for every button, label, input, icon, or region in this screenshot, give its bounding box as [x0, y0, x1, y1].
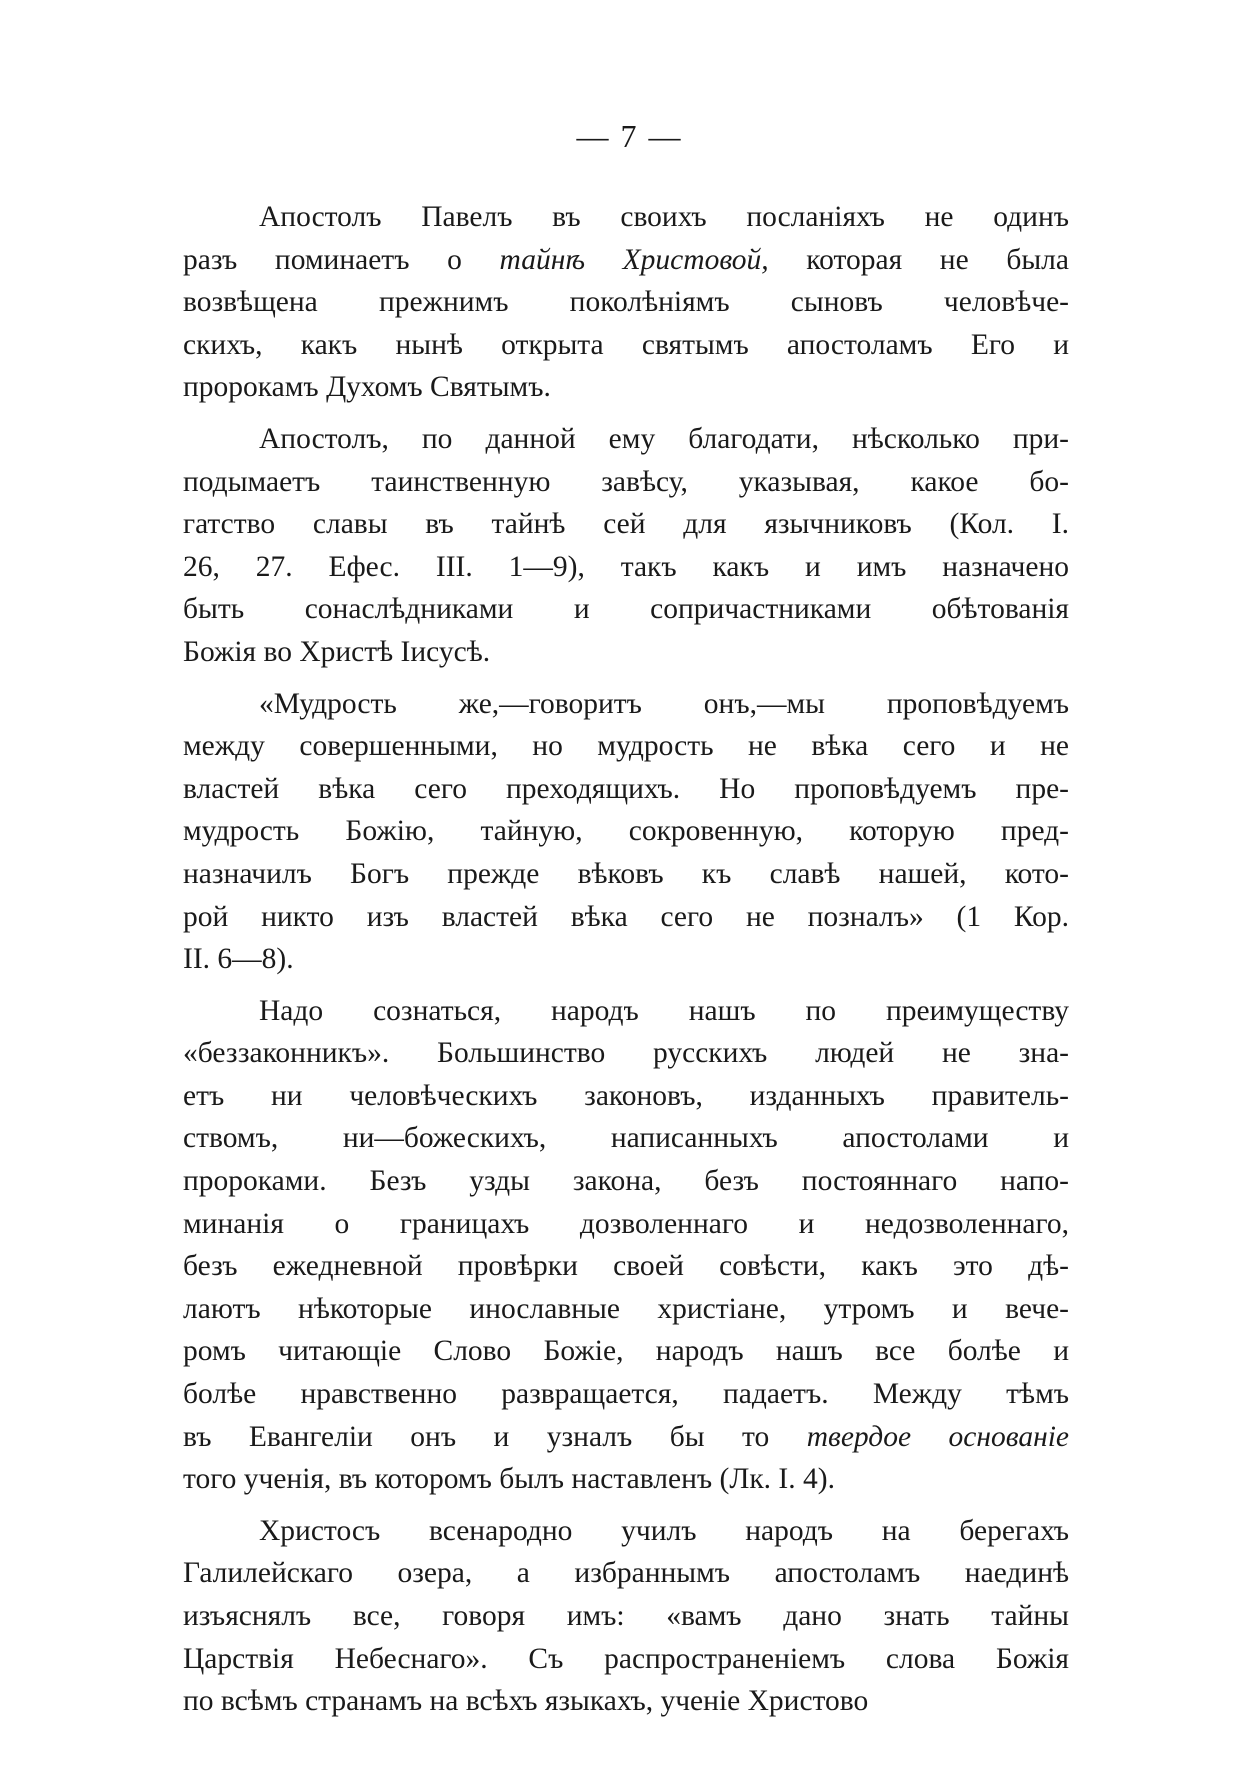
paragraph-gap — [183, 674, 1069, 683]
text-line: быть сонаслѣдниками и сопричастниками обѣтованія — [183, 593, 1069, 626]
text-line: скихъ, какъ нынѣ открыта святымъ апостоламъ Его и — [183, 328, 1069, 361]
text-line: ромъ читающіе Слово Божіе, народъ нашъ все болѣе и — [183, 1335, 1069, 1368]
text-line: изъяснялъ все, говоря имъ: «вамъ дано знать тайны — [183, 1600, 1069, 1632]
paragraph-gap — [183, 409, 1069, 418]
text-line: минанія о границахъ дозволеннаго и недозволеннаго, — [183, 1207, 1069, 1240]
text-line: безъ ежедневной провѣрки своей совѣсти, какъ это дѣ- — [183, 1250, 1069, 1283]
text-line — [183, 1416, 1069, 1459]
text-line: пророками. Безъ узды закона, безъ постояннаго напо- — [183, 1165, 1069, 1198]
text-line: «Мудрость же,—говоритъ онъ,—мы проповѣдуемъ — [259, 687, 1069, 720]
text-segment: которая не была — [768, 243, 1069, 276]
text-line: Апостолъ, по данной ему благодати, нѣсколько при- — [259, 422, 1069, 455]
text-line: рой никто изъ властей вѣка сего не позналъ» (1 Кор. — [183, 900, 1069, 933]
paragraph — [183, 1510, 1069, 1723]
text-line: гатство славы въ тайнѣ сей для язычниковъ (Кол. I. — [183, 508, 1069, 541]
text-line: Божія во Христѣ Іисусѣ. — [183, 635, 491, 668]
text-line: Галилейскаго озера, а избраннымъ апостоламъ наединѣ — [183, 1557, 1069, 1590]
paragraph — [183, 683, 1069, 981]
paragraph — [183, 418, 1069, 674]
text-line: «беззаконникъ». Большинство русскихъ людей не зна- — [183, 1037, 1069, 1070]
text-line: ствомъ, ни—божескихъ, написанныхъ апостолами и — [183, 1122, 1069, 1155]
text-line: II. 6—8). — [183, 943, 294, 976]
text-line: возвѣщена прежнимъ поколѣніямъ сыновъ человѣче- — [183, 286, 1069, 319]
text-line: 26, 27. Ефес. III. 1—9), такъ какъ и имъ назначено — [183, 550, 1069, 583]
text-line: Апостолъ Павелъ въ своихъ посланіяхъ не одинъ — [259, 201, 1069, 233]
paragraph — [183, 196, 1069, 409]
paragraph-gap — [183, 981, 1069, 990]
text-line: того ученія, въ которомъ былъ наставленъ (Лк. I. 4). — [183, 1463, 835, 1496]
text-line: лаютъ нѣкоторые инославные христіане, утромъ и вече- — [183, 1292, 1069, 1325]
text-line: мудрость Божію, тайную, сокровенную, которую пред- — [183, 815, 1069, 848]
text-line: между совершенными, но мудрость не вѣка сего и не — [183, 730, 1069, 763]
text-line: по всѣмъ странамъ на всѣхъ языкахъ, ученіе Христово — [183, 1685, 869, 1718]
text-line: етъ ни человѣческихъ законовъ, изданныхъ правитель- — [183, 1079, 1069, 1112]
paragraph — [183, 990, 1069, 1501]
text-line: пророкамъ Духомъ Святымъ. — [183, 371, 551, 404]
italic-emphasis: тайнѣ Христовой, — [499, 243, 769, 276]
text-line: назначилъ Богъ прежде вѣковъ къ славѣ нашей, кото- — [183, 857, 1069, 890]
text-line: подымаетъ таинственную завѣсу, указывая, какое бо- — [183, 465, 1069, 498]
paragraph-gap — [183, 1501, 1069, 1510]
text-segment: въ Евангеліи онъ и узналъ бы то — [183, 1420, 807, 1453]
text-line — [183, 239, 1069, 282]
body-text — [183, 196, 1069, 1723]
text-line: Царствія Небеснаго». Съ распространеніемъ слова Божія — [183, 1642, 1069, 1675]
text-line: Христосъ всенародно училъ народъ на берегахъ — [259, 1514, 1069, 1547]
text-line: Надо сознаться, народъ нашъ по преимуществу — [259, 994, 1069, 1027]
text-line: властей вѣка сего преходящихъ. Но проповѣдуемъ пре- — [183, 772, 1069, 805]
text-line: болѣе нравственно развращается, падаетъ. Между тѣмъ — [183, 1378, 1069, 1411]
italic-emphasis: твердое основаніе — [806, 1420, 1070, 1453]
page-number: — 7 — — [576, 118, 683, 154]
text-segment: разъ поминаетъ о — [183, 243, 500, 276]
